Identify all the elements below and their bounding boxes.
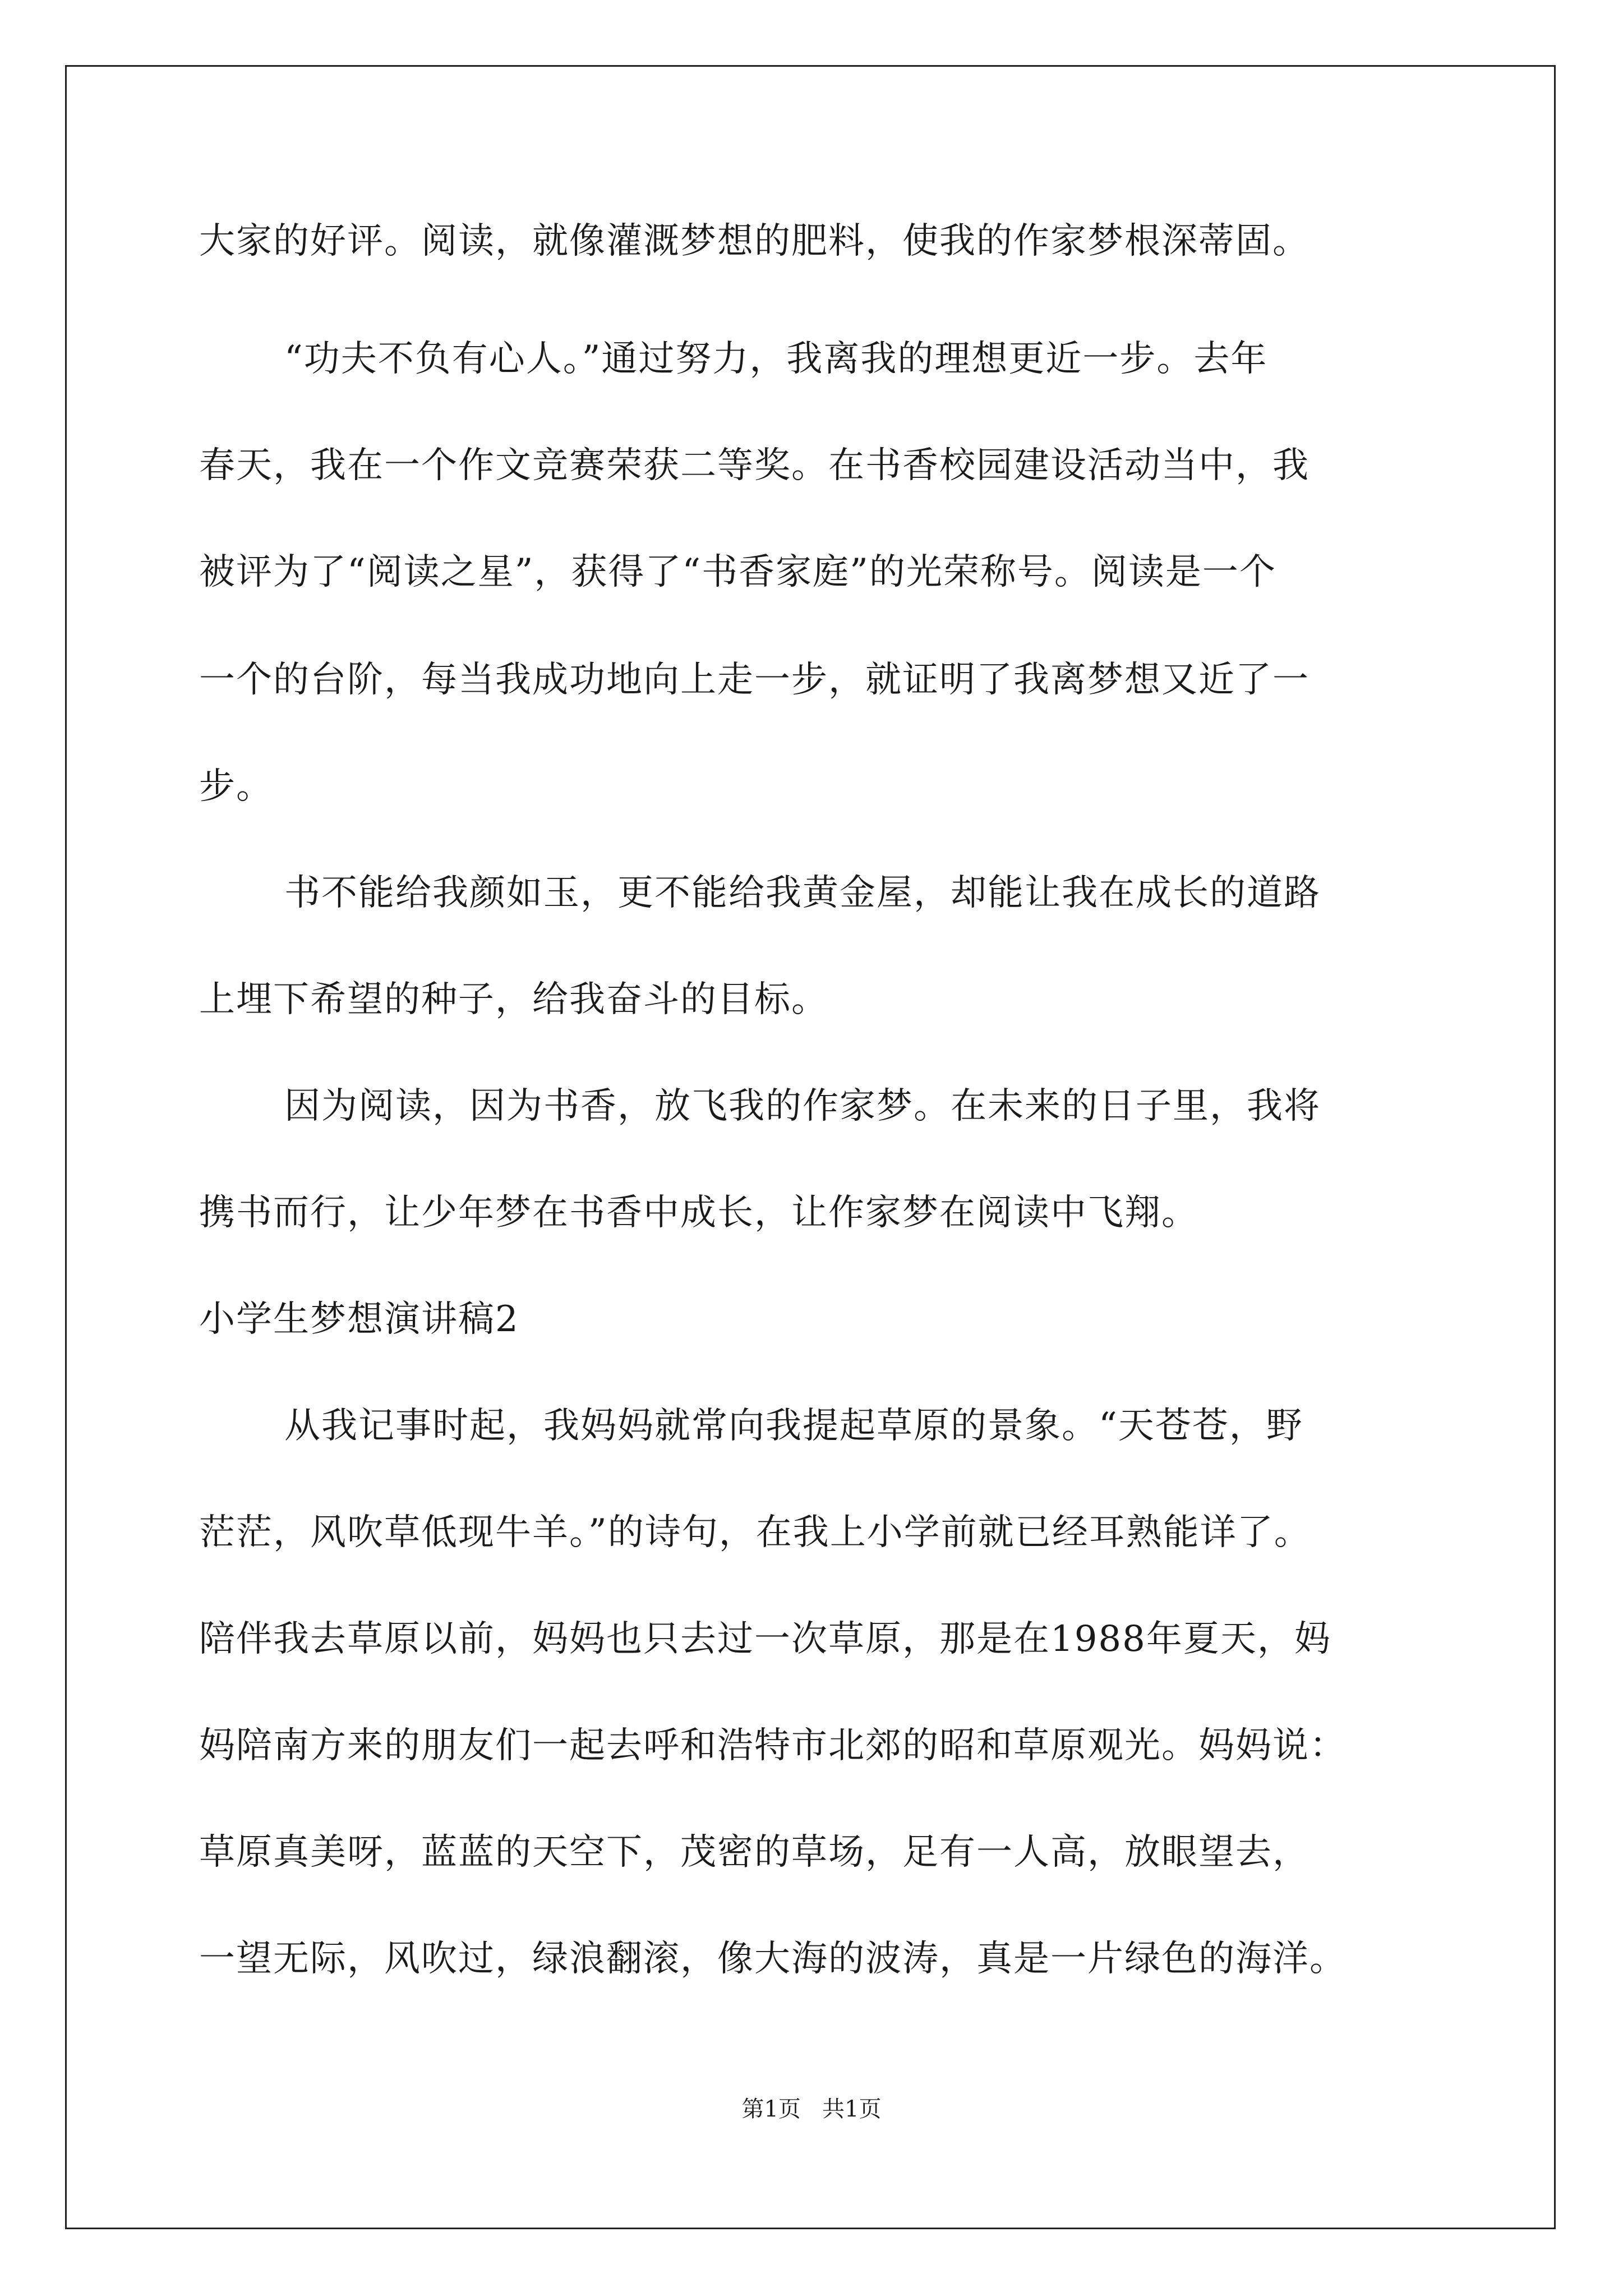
text-line: 被评为了“阅读之星”，获得了“书香家庭”的光荣称号。阅读是一个 [199, 551, 1276, 593]
text-line: 陪伴我去草原以前，妈妈也只去过一次草原，那是在1988年夏天，妈 [199, 1618, 1331, 1660]
section-heading: 小学生梦想演讲稿2 [199, 1299, 519, 1340]
text-line: 大家的好评。阅读，就像灌溉梦想的肥料，使我的作家梦根深蒂固。 [199, 220, 1310, 262]
paragraph-first-line: 因为阅读，因为书香，放飞我的作家梦。在未来的日子里，我将 [284, 1085, 1321, 1127]
text-line: 妈陪南方来的朋友们一起去呼和浩特市北郊的昭和草原观光。妈妈说： [199, 1725, 1347, 1766]
paragraph-first-line: “功夫不负有心人。”通过努力，我离我的理想更近一步。去年 [284, 338, 1268, 380]
text-line: 步。 [199, 766, 273, 807]
text-line: 一个的台阶，每当我成功地向上走一步，就证明了我离梦想又近了一 [199, 659, 1310, 701]
text-line: 一望无际，风吹过，绿浪翻滚，像大海的波涛，真是一片绿色的海洋。 [199, 1938, 1347, 1980]
text-line: 上埋下希望的种子，给我奋斗的目标。 [199, 979, 828, 1020]
page-border [65, 65, 1556, 2229]
text-line: 春天，我在一个作文竞赛荣获二等奖。在书香校园建设活动当中，我 [199, 445, 1310, 486]
page-number-footer: 第1页 共1页 [741, 2096, 882, 2122]
text-line: 草原真美呀，蓝蓝的天空下，茂密的草场，足有一人高，放眼望去， [199, 1832, 1310, 1873]
text-line: 携书而行，让少年梦在书香中成长，让作家梦在阅读中飞翔。 [199, 1192, 1198, 1234]
paragraph-first-line: 书不能给我颜如玉，更不能给我黄金屋，却能让我在成长的道路 [284, 872, 1321, 914]
paragraph-first-line: 从我记事时起，我妈妈就常向我提起草原的景象。“天苍苍，野 [284, 1405, 1303, 1447]
text-line: 茫茫，风吹草低现牛羊。”的诗句，在我上小学前就已经耳熟能详了。 [199, 1512, 1311, 1553]
